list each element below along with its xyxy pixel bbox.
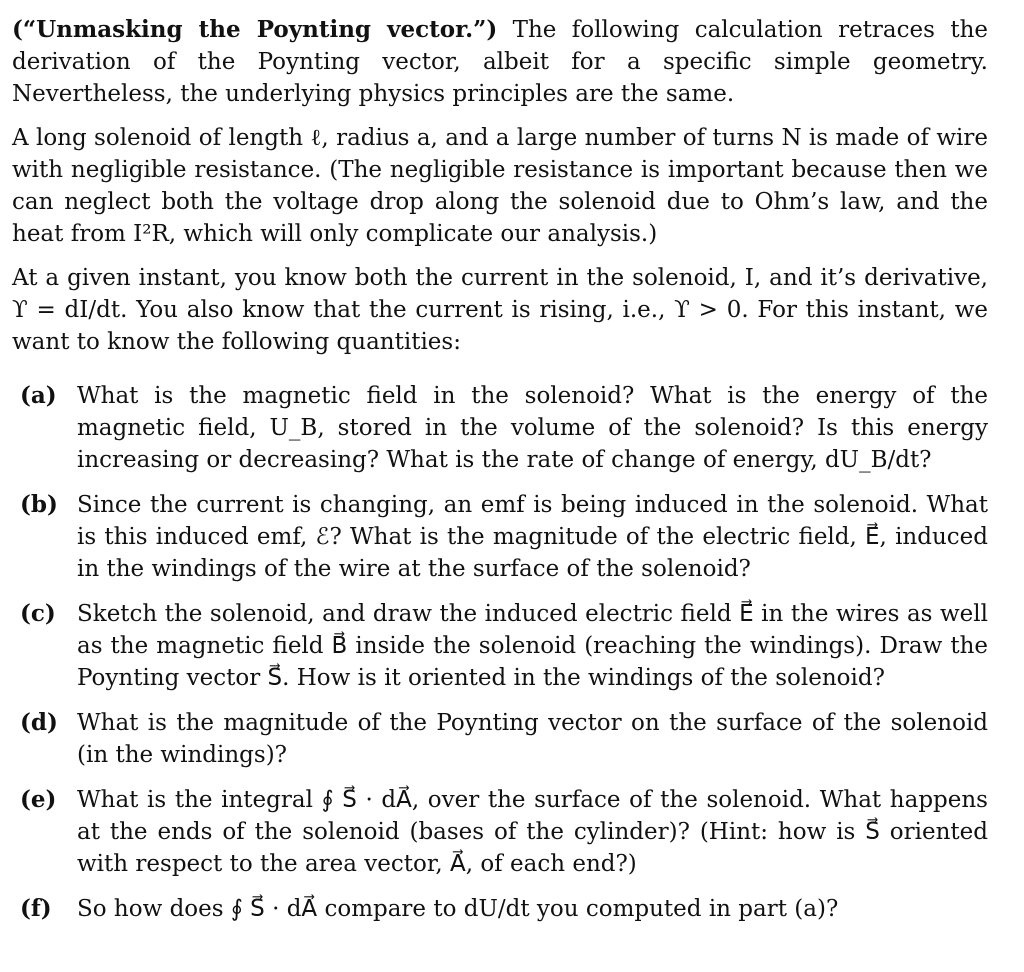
question-a [12, 380, 988, 476]
question-label: (d) [20, 709, 58, 736]
intro-text: The following calculation retraces the derivation of the Poynting vector, albeit for a specific simple geometry. Nevertheless, the underlying physics principles are the same. [12, 17, 989, 107]
intro-paragraph [12, 14, 988, 110]
question-f [12, 893, 988, 925]
setup-paragraph-1: A long solenoid of length ℓ, radius a, and a large number of turns N is made of wire with negligible resistance. (The negligible resistance is important because then we can neglect both the voltage drop along the solenoid due to Ohm’s law, and the heat from I²R, which will only complicate our analysis.) [12, 125, 988, 247]
question-d [12, 707, 988, 771]
question-b [12, 489, 988, 585]
question-label: (c) [20, 600, 56, 627]
question-label: (f) [20, 895, 52, 922]
question-label: (a) [20, 382, 57, 409]
question-text: What is the magnetic field in the solenoid? What is the energy of the magnetic field, U_B, stored in the volume of the solenoid? Is this energy increasing or decreasing? What is the rate of change of energy, dU_B/dt? [77, 383, 988, 473]
question-list [12, 380, 988, 925]
question-text: Since the current is changing, an emf is being induced in the solenoid. What is this induced emf, ℰ? What is the magnitude of the electric field, E⃗, induced in the windings of the wire at the surface of the solenoid? [77, 492, 988, 582]
question-c [12, 598, 988, 694]
question-label: (e) [20, 786, 57, 813]
question-text: Sketch the solenoid, and draw the induced electric field E⃗ in the wires as well as the magnetic field B⃗ inside the solenoid (reaching the windings). Draw the Poynting vector S⃗. How is it oriented in the windings of the solenoid? [77, 601, 988, 691]
question-e [12, 784, 988, 880]
question-label: (b) [20, 491, 58, 518]
question-text: What is the integral ∮ S⃗ · dA⃗, over the surface of the solenoid. What happens at the ends of the solenoid (bases of the cylinder)? (Hint: how is S⃗ oriented with respect to the area vector, A⃗, of each end?) [77, 787, 988, 877]
setup-paragraph-2: At a given instant, you know both the current in the solenoid, I, and it’s derivative, ϒ = dI/dt. You also know that the current is rising, i.e., ϒ > 0. For this instant, we want to know the following quantities: [12, 265, 988, 355]
intro-title: (“Unmasking the Poynting vector.”) [12, 16, 498, 43]
question-text: What is the magnitude of the Poynting vector on the surface of the solenoid (in the windings)? [77, 710, 988, 768]
question-text: So how does ∮ S⃗ · dA⃗ compare to dU/dt you computed in part (a)? [77, 896, 839, 922]
